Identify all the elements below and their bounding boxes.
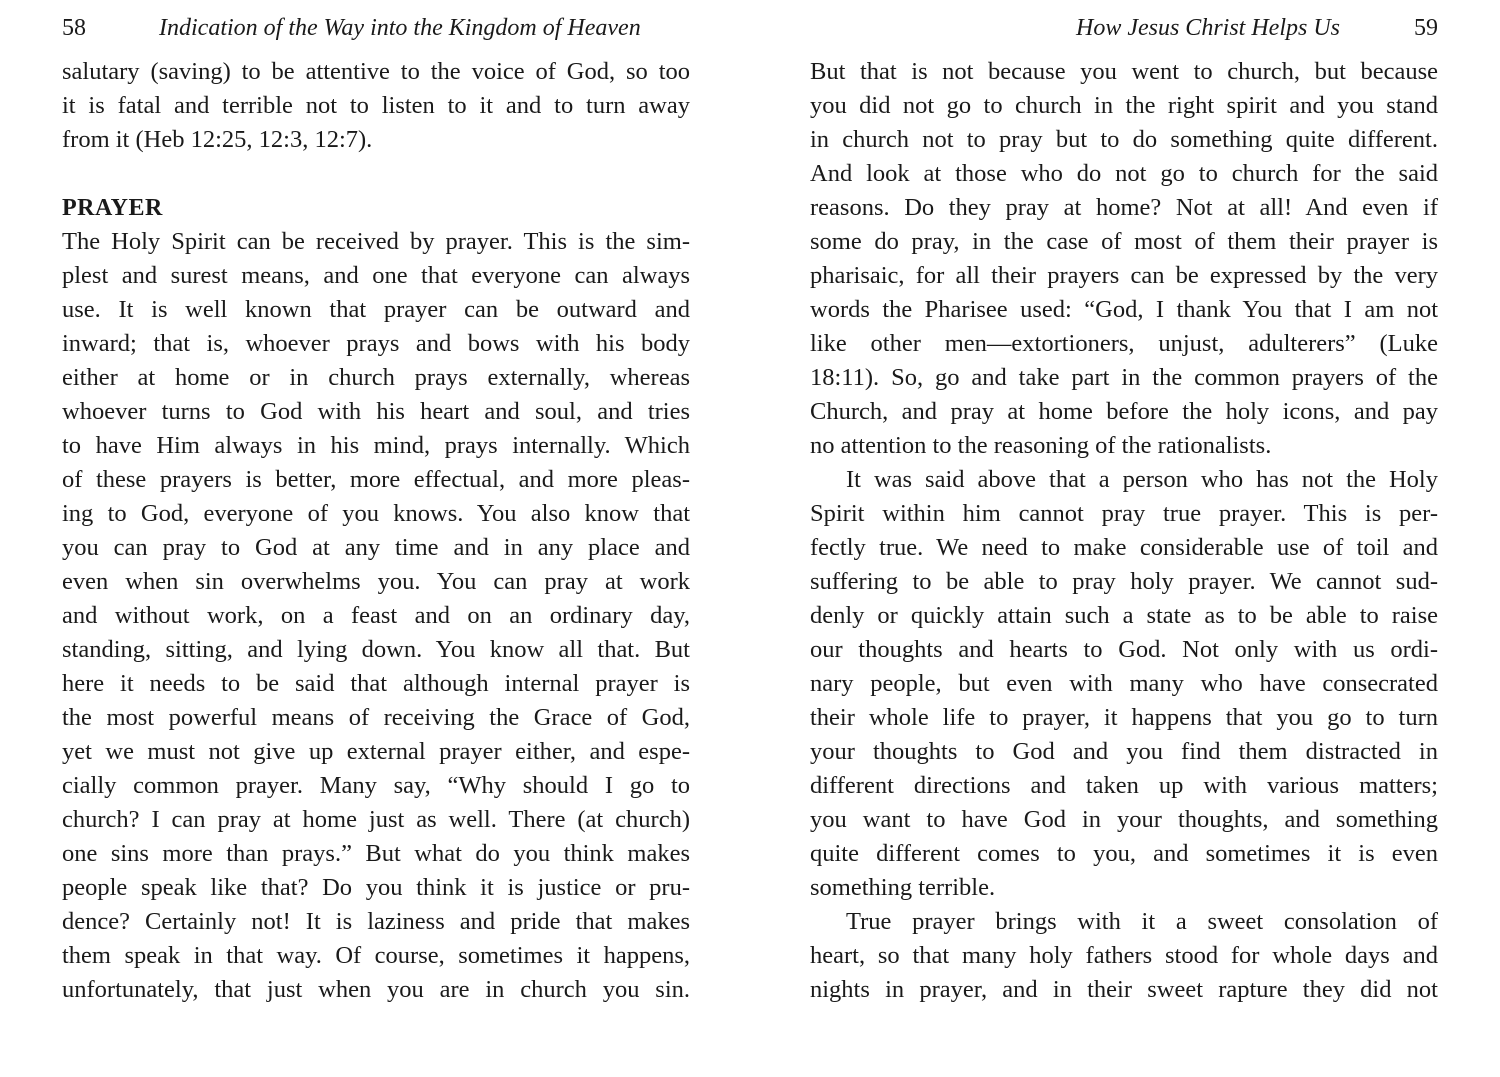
- text-line: And look at those who do not go to church for the said: [810, 160, 1438, 187]
- running-head-title-left: Indication of the Way into the Kingdom of Heaven: [159, 15, 641, 41]
- text-line: something terrible.: [810, 874, 996, 901]
- text-line: some do pray, in the case of most of them their prayer is: [810, 228, 1438, 255]
- page-number-right: 59: [1414, 15, 1438, 41]
- text-line: But that is not because you went to church, but because: [810, 58, 1438, 85]
- text-line: reasons. Do they pray at home? Not at all! And even if: [810, 194, 1438, 221]
- left-running-head: [62, 10, 690, 46]
- text-line: 18:11). So, go and take part in the common prayers of the: [810, 364, 1438, 391]
- text-line: either at home or in church prays externally, whereas: [62, 364, 690, 391]
- text-line: in church not to pray but to do something quite different.: [810, 126, 1438, 153]
- text-line: you want to have God in your thoughts, and something: [810, 806, 1438, 833]
- paragraph-spacer: [62, 157, 690, 191]
- text-line: you did not go to church in the right spirit and you stand: [810, 92, 1438, 119]
- text-line: from it (Heb 12:25, 12:3, 12:7).: [62, 126, 373, 153]
- text-line: ing to God, everyone of you knows. You also know that: [62, 500, 690, 527]
- left-page-body: [62, 55, 690, 1007]
- text-line: nary people, but even with many who have consecrated: [810, 670, 1438, 697]
- text-line: suffering to be able to pray holy prayer. We cannot sud-: [810, 568, 1438, 595]
- text-line: and without work, on a feast and on an ordinary day,: [62, 602, 690, 629]
- text-line: the most powerful means of receiving the Grace of God,: [62, 704, 690, 731]
- text-line: different directions and taken up with various matters;: [810, 772, 1438, 799]
- text-line: you can pray to God at any time and in any place and: [62, 534, 690, 561]
- text-line: It was said above that a person who has not the Holy: [846, 466, 1438, 493]
- text-line: quite different comes to you, and sometimes it is even: [810, 840, 1438, 867]
- text-line: people speak like that? Do you think it is justice or pru-: [62, 874, 690, 901]
- text-line: like other men—extortioners, unjust, adulterers” (Luke: [810, 330, 1438, 357]
- text-line: True prayer brings with it a sweet consolation of: [846, 908, 1438, 935]
- text-line: unfortunately, that just when you are in church you sin.: [62, 976, 690, 1003]
- page-number-left: 58: [62, 15, 86, 41]
- text-line: one sins more than prays.” But what do you think makes: [62, 840, 690, 867]
- text-line: their whole life to prayer, it happens that you go to turn: [810, 704, 1438, 731]
- text-line: our thoughts and hearts to God. Not only with us ordi-: [810, 636, 1438, 663]
- text-line: Church, and pray at home before the holy icons, and pay: [810, 398, 1438, 425]
- text-line: words the Pharisee used: “God, I thank You that I am not: [810, 296, 1438, 323]
- text-line: it is fatal and terrible not to listen to it and to turn away: [62, 92, 690, 119]
- text-line: plest and surest means, and one that everyone can always: [62, 262, 690, 289]
- text-line: pharisaic, for all their prayers can be expressed by the very: [810, 262, 1438, 289]
- text-line: yet we must not give up external prayer either, and espe-: [62, 738, 690, 765]
- right-running-head: [810, 10, 1438, 46]
- text-line: church? I can pray at home just as well. There (at church): [62, 806, 690, 833]
- text-line: standing, sitting, and lying down. You know all that. But: [62, 636, 690, 663]
- text-line: heart, so that many holy fathers stood for whole days and: [810, 942, 1438, 969]
- text-line: here it needs to be said that although internal prayer is: [62, 670, 690, 697]
- text-line: nights in prayer, and in their sweet rapture they did not: [810, 976, 1438, 1003]
- text-line: fectly true. We need to make considerable use of toil and: [810, 534, 1438, 561]
- text-line: even when sin overwhelms you. You can pray at work: [62, 568, 690, 595]
- text-line: your thoughts to God and you find them distracted in: [810, 738, 1438, 765]
- text-line: salutary (saving) to be attentive to the voice of God, so too: [62, 58, 690, 85]
- text-line: denly or quickly attain such a state as to be able to raise: [810, 602, 1438, 629]
- text-line: of these prayers is better, more effectual, and more pleas-: [62, 466, 690, 493]
- running-head-title-right: How Jesus Christ Helps Us: [1075, 15, 1340, 41]
- text-line: to have Him always in his mind, prays internally. Which: [62, 432, 690, 459]
- text-line: inward; that is, whoever prays and bows with his body: [62, 330, 690, 357]
- text-line: dence? Certainly not! It is laziness and pride that makes: [62, 908, 690, 935]
- text-line: them speak in that way. Of course, sometimes it happens,: [62, 942, 690, 969]
- text-line: The Holy Spirit can be received by prayer. This is the sim-: [62, 228, 690, 255]
- text-line: Spirit within him cannot pray true prayer. This is per-: [810, 500, 1438, 527]
- section-heading: PRAYER: [62, 195, 163, 221]
- text-line: use. It is well known that prayer can be outward and: [62, 296, 690, 323]
- text-line: whoever turns to God with his heart and soul, and tries: [62, 398, 690, 425]
- right-page-body: [810, 55, 1438, 1007]
- text-line: cially common prayer. Many say, “Why should I go to: [62, 772, 690, 799]
- text-line: no attention to the reasoning of the rationalists.: [810, 432, 1272, 459]
